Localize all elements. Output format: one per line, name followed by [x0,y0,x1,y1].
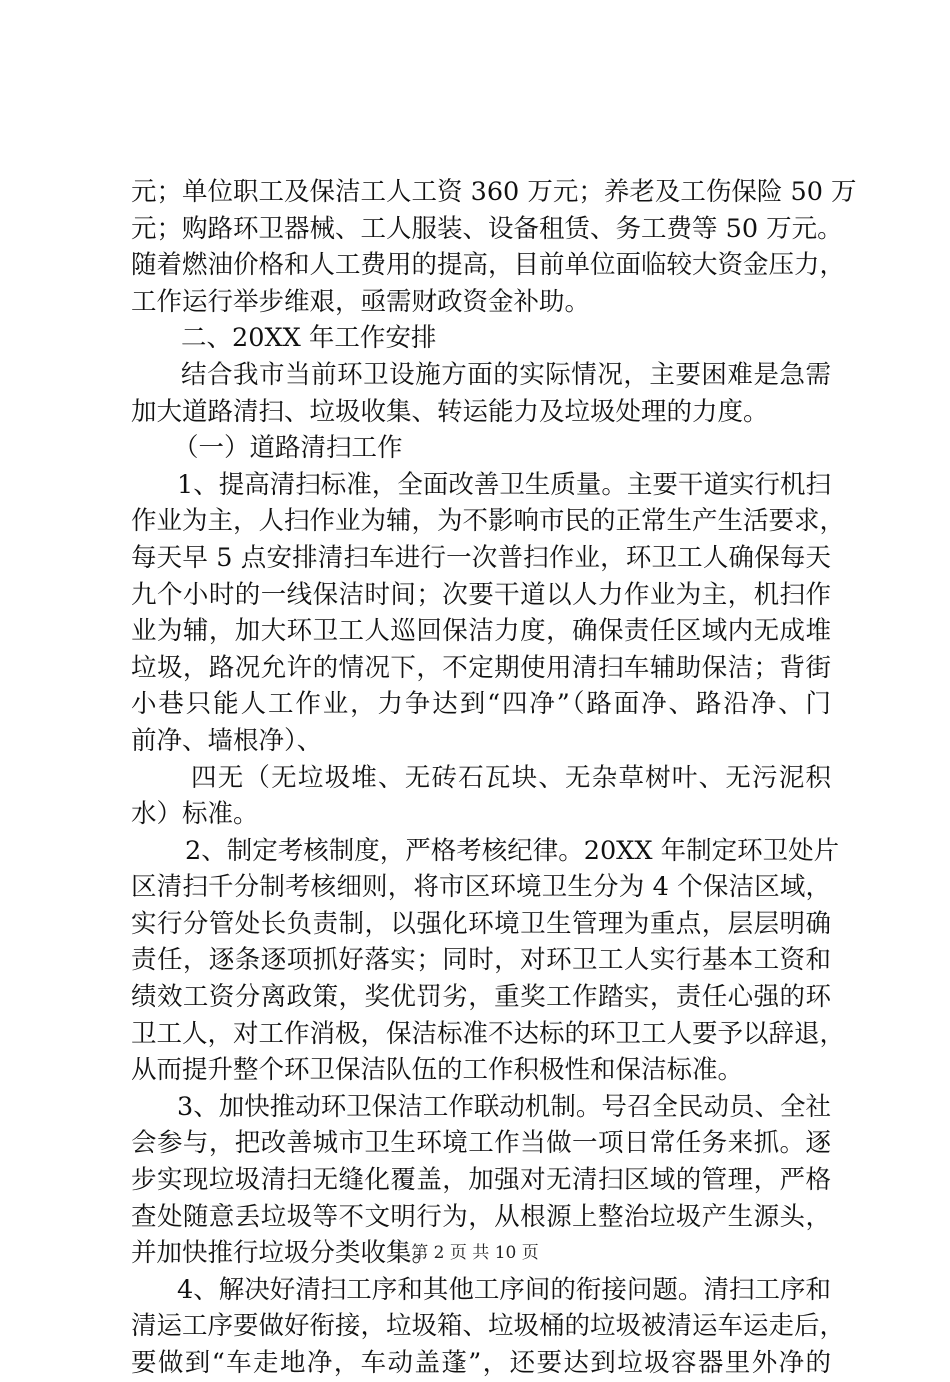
text-line: 会参与，把改善城市卫生环境工作当做一项日常任务来抓。逐 [131,1128,831,1159]
text-line: 每天早 5 点安排清扫车进行一次普扫作业，环卫工人确保每天 [131,542,831,573]
text-line: 前净、墙根净）、 [131,725,323,756]
text-line: 绩效工资分离政策，奖优罚劣，重奖工作踏实，责任心强的环 [131,982,831,1013]
text-line: 卫工人，对工作消极，保洁标准不达标的环卫工人要予以辞退， [131,1018,846,1049]
text-line: 并加快推行垃圾分类收集。 [131,1238,438,1269]
document-body [131,174,857,1382]
subsection-heading: （一）道路清扫工作 [173,433,403,464]
text-line: 4、解决好清扫工序和其他工序间的衔接问题。清扫工序和 [177,1274,831,1305]
text-line: 工作运行举步维艰，亟需财政资金补助。 [131,286,591,317]
text-line: 九个小时的一线保洁时间；次要干道以人力作业为主，机扫作 [131,579,831,610]
text-line: 区清扫千分制考核细则，将市区环境卫生分为 4 个保洁区域， [131,872,831,903]
text-line: 元；单位职工及保洁工人工资 360 万元；养老及工伤保险 50 万 [131,177,857,207]
text-line: 要做到“车走地净，车动盖蓬”，还要达到垃圾容器里外净的 [131,1348,831,1378]
text-line: 水）标准。 [131,799,259,830]
text-line: 结合我市当前环卫设施方面的实际情况，主要困难是急需 [181,359,831,390]
text-line: 元；购路环卫器械、工人服装、设备租赁、务工费等 50 万元。 [131,213,843,244]
page-number-footer: 第 2 页 共 10 页 [411,1243,539,1263]
section-heading: 二、20XX 年工作安排 [181,323,437,354]
text-line: 2、制定考核制度，严格考核纪律。20XX 年制定环卫处片 [185,835,840,866]
text-line: 清运工序要做好衔接，垃圾箱、垃圾桶的垃圾被清运车运走后， [131,1311,846,1342]
text-line: 加大道路清扫、垃圾收集、转运能力及垃圾处理的力度。 [131,396,769,427]
text-line: 1、提高清扫标准，全面改善卫生质量。主要干道实行机扫 [177,469,831,500]
text-line: 步实现垃圾清扫无缝化覆盖，加强对无清扫区域的管理，严格 [131,1165,831,1196]
text-line: 业为辅，加大环卫工人巡回保洁力度，确保责任区域内无成堆 [131,616,831,647]
text-line: 实行分管处长负责制，以强化环境卫生管理为重点，层层明确 [131,908,831,939]
text-line: 3、加快推动环卫保洁工作联动机制。号召全民动员、全社 [177,1091,831,1122]
text-line: 作业为主，人扫作业为辅，为不影响市民的正常生产生活要求， [131,506,846,537]
text-line: 小巷只能人工作业，力争达到“四净”（路面净、路沿净、门 [131,689,831,720]
text-line: 垃圾，路况允许的情况下，不定期使用清扫车辅助保洁；背街 [131,652,831,683]
text-line: 随着燃油价格和人工费用的提高，目前单位面临较大资金压力， [131,250,846,281]
text-line: 责任，逐条逐项抓好落实；同时，对环卫工人实行基本工资和 [131,945,831,976]
text-line: 查处随意丢垃圾等不文明行为，从根源上整治垃圾产生源头， [131,1201,831,1232]
text-line: 四无（无垃圾堆、无砖石瓦块、无杂草树叶、无污泥积 [191,762,831,793]
text-line: 从而提升整个环卫保洁队伍的工作积极性和保洁标准。 [131,1055,744,1086]
